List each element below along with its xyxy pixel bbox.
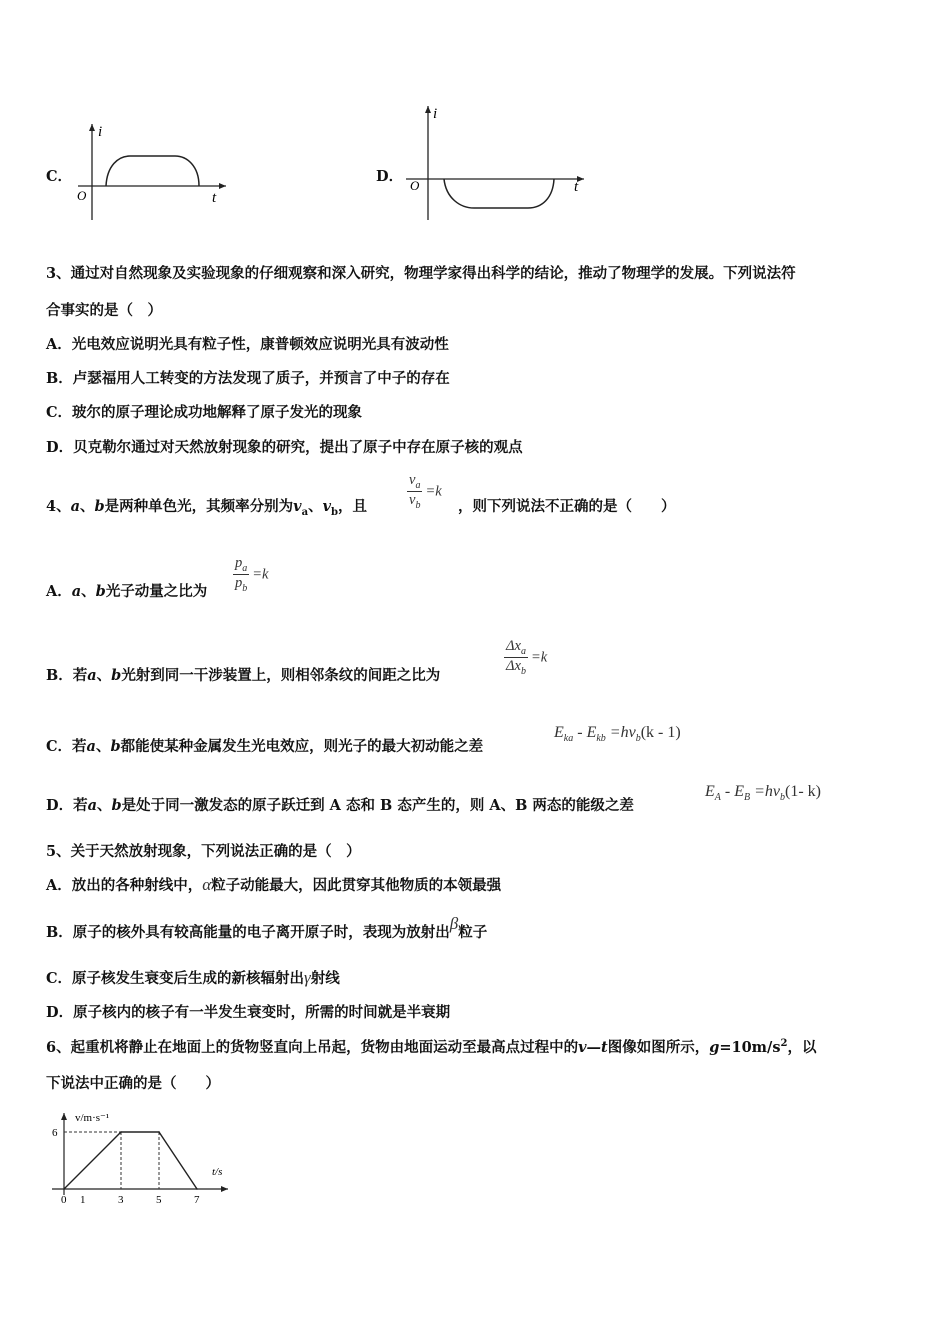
q4-option-a-formula: $\frac{p_a}{p_b}$ =k bbox=[235, 555, 269, 594]
q3-option-a: A．光电效应说明光具有粒子性，康普顿效应说明光具有波动性 bbox=[46, 336, 449, 353]
q4-frequency-ratio: $\frac{v_a}{v_b}$ =k bbox=[409, 472, 442, 511]
figure-c-x-axis-label: t bbox=[212, 190, 217, 206]
x-tick-label-7: 7 bbox=[194, 1194, 200, 1205]
data-point-3 bbox=[196, 1188, 198, 1190]
q4-option-c: C．若a、b都能使某种金属发生光电效应，则光子的最大初动能之差 bbox=[46, 738, 484, 755]
q5-option-c: C．原子核发生衰变后生成的新核辐射出γ射线 bbox=[46, 968, 340, 987]
q3-stem-line2: 合事实的是（ ） bbox=[46, 302, 162, 319]
q3-option-d: D．贝克勒尔通过对天然放射现象的研究，提出了原子中存在原子核的观点 bbox=[46, 439, 523, 456]
q4-option-d: D．若a、b是处于同一激发态的原子跃迁到 A 态和 B 态产生的，则 A、B 两态的能级之差 bbox=[46, 797, 634, 814]
q4-option-b-formula: $\frac{\Delta x_a}{\Delta x_b}$ =k bbox=[506, 638, 548, 677]
x-tick-label-3: 3 bbox=[118, 1194, 124, 1205]
option-c-label: C． bbox=[46, 168, 73, 185]
q6-stem-line2: 下说法中正确的是（ ） bbox=[46, 1075, 220, 1092]
q5-option-d: D．原子核内的核子有一半发生衰变时，所需的时间就是半衰期 bbox=[46, 1004, 451, 1021]
q5-stem: 5、关于天然放射现象，下列说法正确的是（ ） bbox=[46, 843, 361, 860]
q4-option-c-formula: $E_{ka} - E_{kb} =h\nu_b(k - 1)$ bbox=[554, 724, 681, 745]
figure-d-current-graph bbox=[400, 100, 590, 225]
vt-graph bbox=[40, 1105, 240, 1205]
x-tick-label-5: 5 bbox=[156, 1194, 162, 1205]
q4-stem: 4、a、b是两种单色光，其频率分别为$v_a$、$v_b$，且 bbox=[46, 498, 367, 518]
q5-option-a: A．放出的各种射线中，α粒子动能最大，因此贯穿其他物质的本领最强 bbox=[46, 875, 502, 894]
data-point-0 bbox=[63, 1188, 65, 1190]
x-axis-label: t/s bbox=[212, 1166, 223, 1178]
y-axis-arrow bbox=[61, 1113, 67, 1120]
velocity-series-line bbox=[64, 1132, 197, 1189]
option-d-label: D． bbox=[376, 168, 404, 185]
q3-option-b: B．卢瑟福用人工转变的方法发现了质子，并预言了中子的存在 bbox=[46, 370, 450, 387]
q4-option-a: A．a、b光子动量之比为 bbox=[46, 583, 208, 600]
q4-option-d-formula: $E_A - E_B =h\nu_b(1-$ k) bbox=[705, 783, 821, 804]
x-tick-label-0: 0 bbox=[61, 1194, 67, 1205]
figure-d-origin-label: O bbox=[410, 178, 420, 193]
figure-c-origin-label: O bbox=[77, 188, 87, 203]
q4-stem-end: ，则下列说法不正确的是（ ） bbox=[458, 498, 676, 515]
q3-option-c: C．玻尔的原子理论成功地解释了原子发光的现象 bbox=[46, 404, 363, 421]
data-point-1 bbox=[120, 1131, 122, 1133]
q5-option-b: B．原子的核外具有较高能量的电子离开原子时，表现为放射出β粒子 bbox=[46, 914, 488, 941]
q4-option-b: B．若a、b光射到同一干涉装置上，则相邻条纹的间距之比为 bbox=[46, 667, 441, 684]
y-axis-label: v/m·s⁻¹ bbox=[75, 1112, 110, 1124]
figure-d-y-axis-label: i bbox=[433, 106, 438, 122]
data-point-2 bbox=[158, 1131, 160, 1133]
y-tick-label-6: 6 bbox=[52, 1127, 58, 1139]
q3-stem-line1: 3、通过对自然现象及实验现象的仔细观察和深入研究，物理学家得出科学的结论，推动了物理学的发展。下列说法符 bbox=[46, 265, 796, 282]
figure-d-x-axis-label: t bbox=[574, 179, 579, 195]
figure-c-current-graph bbox=[70, 118, 240, 228]
figure-c-y-axis-label: i bbox=[98, 124, 103, 140]
x-tick-label-1: 1 bbox=[80, 1194, 86, 1205]
x-axis-arrow bbox=[221, 1186, 228, 1192]
q6-stem-line1: 6、起重机将静止在地面上的货物竖直向上吊起，货物由地面运动至最高点过程中的v—t图像如图所示，$g=10m/s^2$，以 bbox=[46, 1038, 817, 1056]
